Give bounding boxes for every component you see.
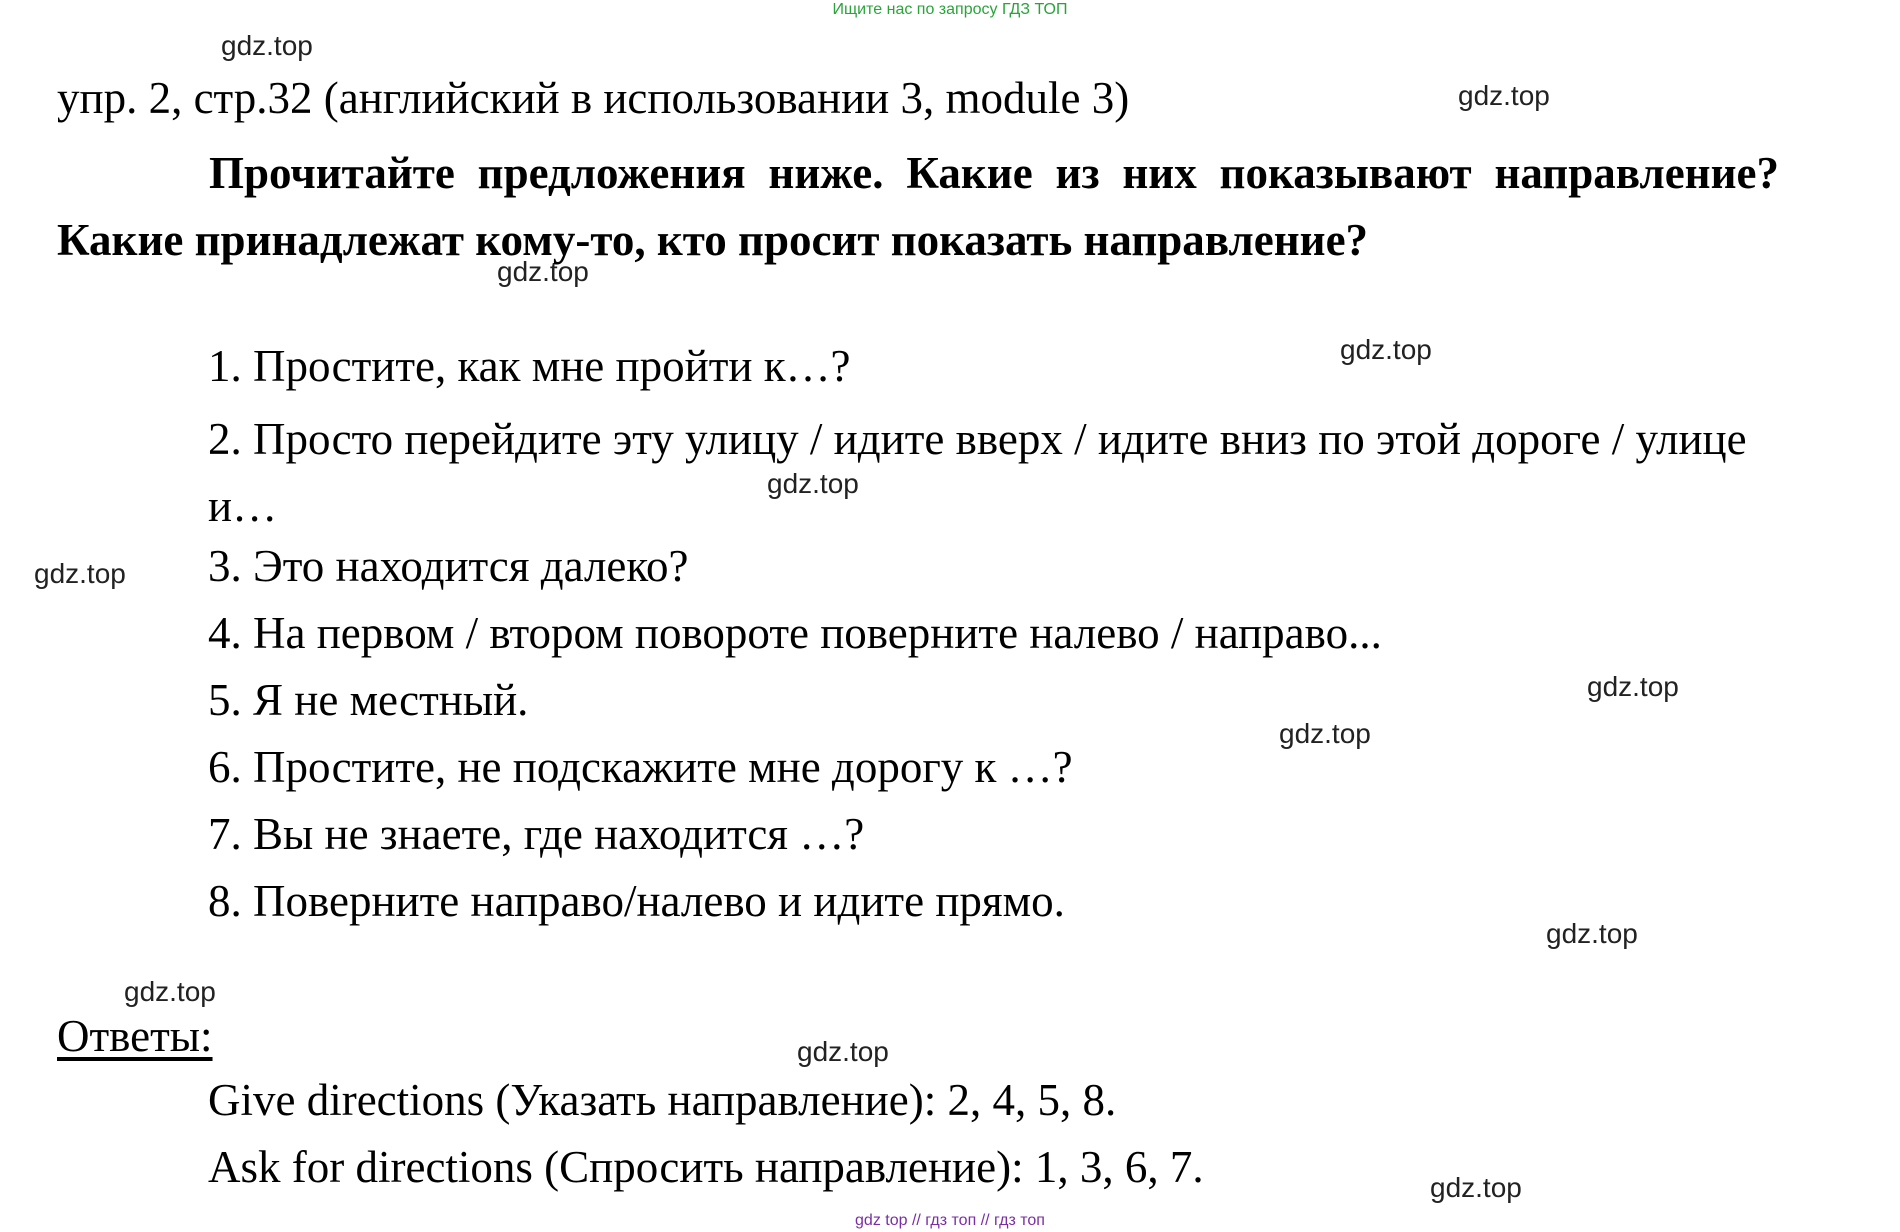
watermark: gdz.top xyxy=(497,256,589,287)
watermark: gdz.top xyxy=(1279,718,1371,749)
exercise-title: упр. 2, стр.32 (английский в использовании 3, module 3) xyxy=(57,73,1130,123)
answer-ask-directions: Ask for directions (Спросить направление): 1, 3, 6, 7. xyxy=(208,1142,1204,1192)
watermark: gdz.top xyxy=(124,976,216,1007)
answers-heading: Ответы: xyxy=(57,1011,213,1061)
watermark: gdz.top xyxy=(221,30,313,61)
watermark: gdz.top xyxy=(1546,918,1638,949)
watermark: gdz.top xyxy=(1340,334,1432,365)
watermark: gdz.top xyxy=(1587,671,1679,702)
watermark: gdz.top xyxy=(1430,1172,1522,1203)
watermark: gdz.top xyxy=(1458,80,1550,111)
list-item: 4. На первом / втором повороте поверните налево / направо... xyxy=(208,608,1382,658)
promo-banner[interactable]: Ищите нас по запросу ГДЗ ТОП xyxy=(832,1,1068,18)
watermark: gdz.top xyxy=(797,1036,889,1067)
list-item: 2. Просто перейдите эту улицу / идите вверх / идите вниз по этой дороге / улице и… xyxy=(208,414,1747,531)
task-instruction: Прочитайте предложения ниже. Какие из них показывают направление? Какие принадлежат кому-то, кто просит показать направление? xyxy=(57,148,1779,265)
list-item: 3. Это находится далеко? xyxy=(208,541,689,591)
list-item: 8. Поверните направо/налево и идите прямо. xyxy=(208,876,1065,926)
watermark: gdz.top xyxy=(767,468,859,499)
watermark: gdz.top xyxy=(34,558,126,589)
answer-give-directions: Give directions (Указать направление): 2, 4, 5, 8. xyxy=(208,1075,1117,1125)
footer-links[interactable]: gdz top // гдз топ // гдз топ xyxy=(855,1212,1045,1229)
list-item: 7. Вы не знаете, где находится …? xyxy=(208,809,865,859)
list-item: 5. Я не местный. xyxy=(208,675,529,725)
list-item: 1. Простите, как мне пройти к…? xyxy=(208,341,851,391)
list-item: 6. Простите, не подскажите мне дорогу к …? xyxy=(208,742,1073,792)
